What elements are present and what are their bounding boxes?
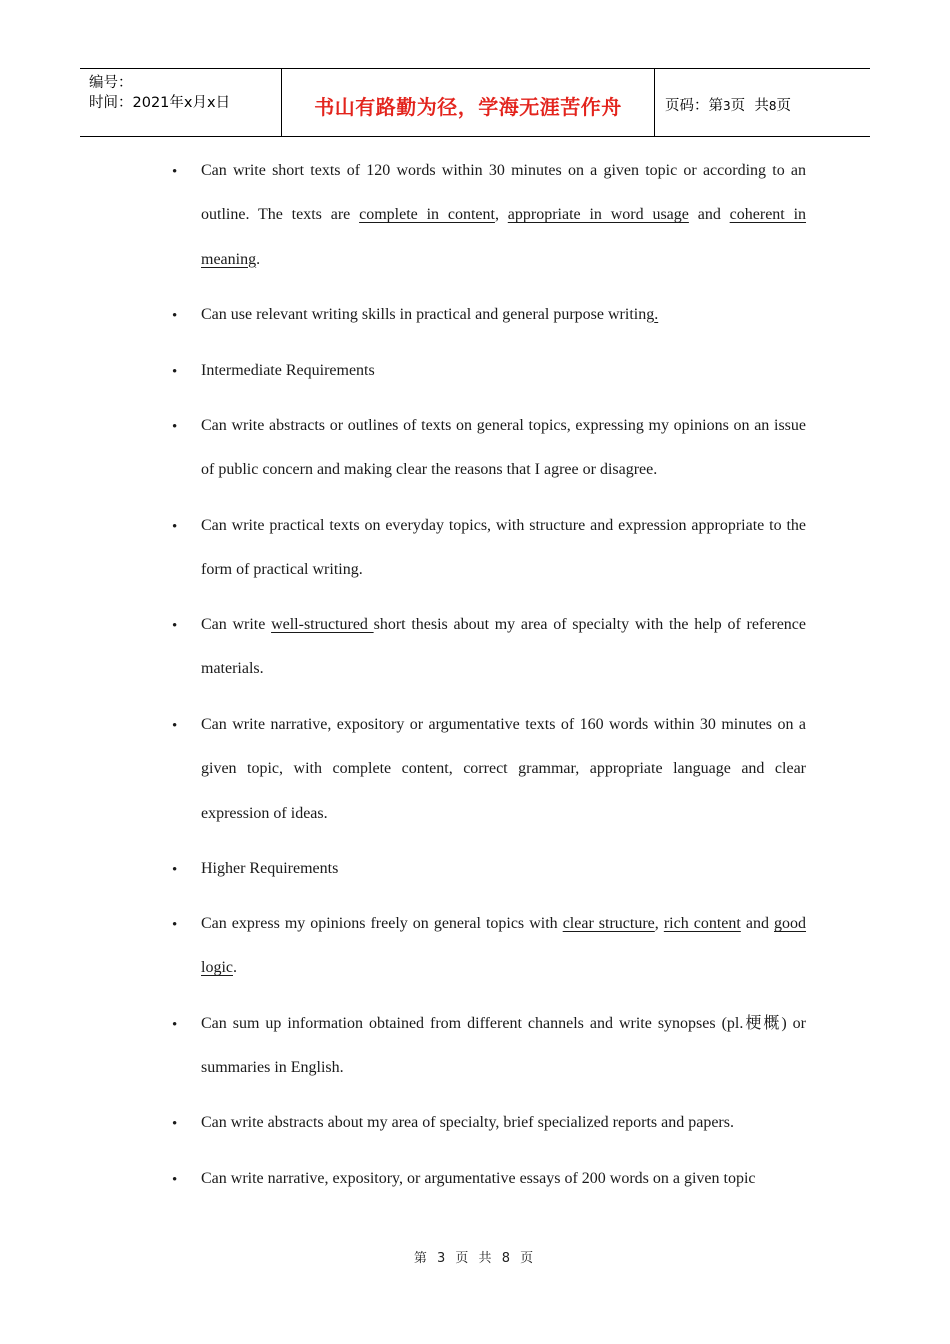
- underlined-phrase: coherent in meaning: [201, 206, 807, 268]
- bullet-icon: •: [172, 519, 178, 535]
- list-item: • Can write abstracts or outlines of texts on general topics, expressing my opinions on an issue of public concern and making clear the reasons that I agree or disagree.: [172, 417, 806, 479]
- section-heading: • Higher Requirements: [172, 860, 339, 878]
- list-item: • Can write narrative, expository or argumentative texts of 160 words within 30 minutes on a given topic, with complete content, correct grammar, appropriate language and clear expression of ideas.: [172, 716, 806, 822]
- bullet-icon: •: [172, 862, 178, 878]
- list-item: • Can write practical texts on everyday topics, with structure and expression appropriate to the form of practical writing.: [172, 517, 806, 579]
- document-date: 时间：2021年x月x日: [89, 95, 231, 111]
- footer-page-total: 8: [501, 1251, 513, 1266]
- list-item: • Can write short texts of 120 words within 30 minutes on a given topic or according to an outline. The texts are complete in content, appropriate in word usage and coherent in meaning.: [172, 162, 807, 268]
- bullet-icon: •: [172, 718, 178, 734]
- bullet-icon: •: [172, 419, 178, 435]
- bullet-icon: •: [172, 618, 178, 634]
- document-number-label: 编号：: [89, 75, 133, 91]
- bullet-icon: •: [172, 164, 178, 180]
- bullet-icon: •: [172, 308, 178, 324]
- bullet-icon: •: [172, 1172, 178, 1188]
- list-item: • Can sum up information obtained from different channels and write synopses (pl.梗概) or summaries in English.: [172, 1015, 806, 1077]
- bullet-icon: •: [172, 1116, 178, 1132]
- bullet-icon: •: [172, 364, 178, 380]
- underlined-phrase: complete in content: [359, 206, 495, 224]
- footer-page-current: 3: [437, 1251, 449, 1266]
- underlined-phrase: good logic: [201, 915, 807, 977]
- underlined-phrase: well-structured: [271, 616, 374, 633]
- underlined-phrase: appropriate in word usage: [507, 206, 689, 224]
- footer-suffix: 页: [520, 1251, 537, 1266]
- footer-mid: 页 共: [455, 1251, 495, 1266]
- list-item: • Can write well-structured short thesis about my area of specialty with the help of reference materials.: [172, 616, 806, 678]
- header-page-current: 3: [723, 99, 731, 113]
- bullet-icon: •: [172, 917, 178, 933]
- list-item: • Can write narrative, expository, or argumentative essays of 200 words on a given topic: [172, 1170, 756, 1188]
- list-item: • Can write abstracts about my area of specialty, brief specialized reports and papers.: [172, 1114, 734, 1132]
- header-page-mid: 页 共: [730, 98, 769, 114]
- list-item: • Can use relevant writing skills in practical and general purpose writing.: [172, 306, 659, 324]
- header-motto: 书山有路勤为径，学海无涯苦作舟: [314, 95, 622, 119]
- underlined-phrase: clear structure: [562, 915, 655, 932]
- list-item: • Can express my opinions freely on general topics with clear structure, rich content and good logic.: [172, 915, 807, 977]
- bullet-icon: •: [172, 1017, 178, 1033]
- header-page-total: 8: [768, 99, 777, 113]
- underlined-phrase: rich content: [663, 915, 741, 932]
- section-heading: • Intermediate Requirements: [172, 362, 375, 380]
- underlined-phrase: .: [654, 306, 659, 323]
- page-footer: [0, 1247, 950, 1266]
- footer-prefix: 第: [413, 1251, 430, 1266]
- header-page-prefix: 页码：第: [665, 98, 723, 114]
- header-page-suffix: 页: [776, 98, 791, 114]
